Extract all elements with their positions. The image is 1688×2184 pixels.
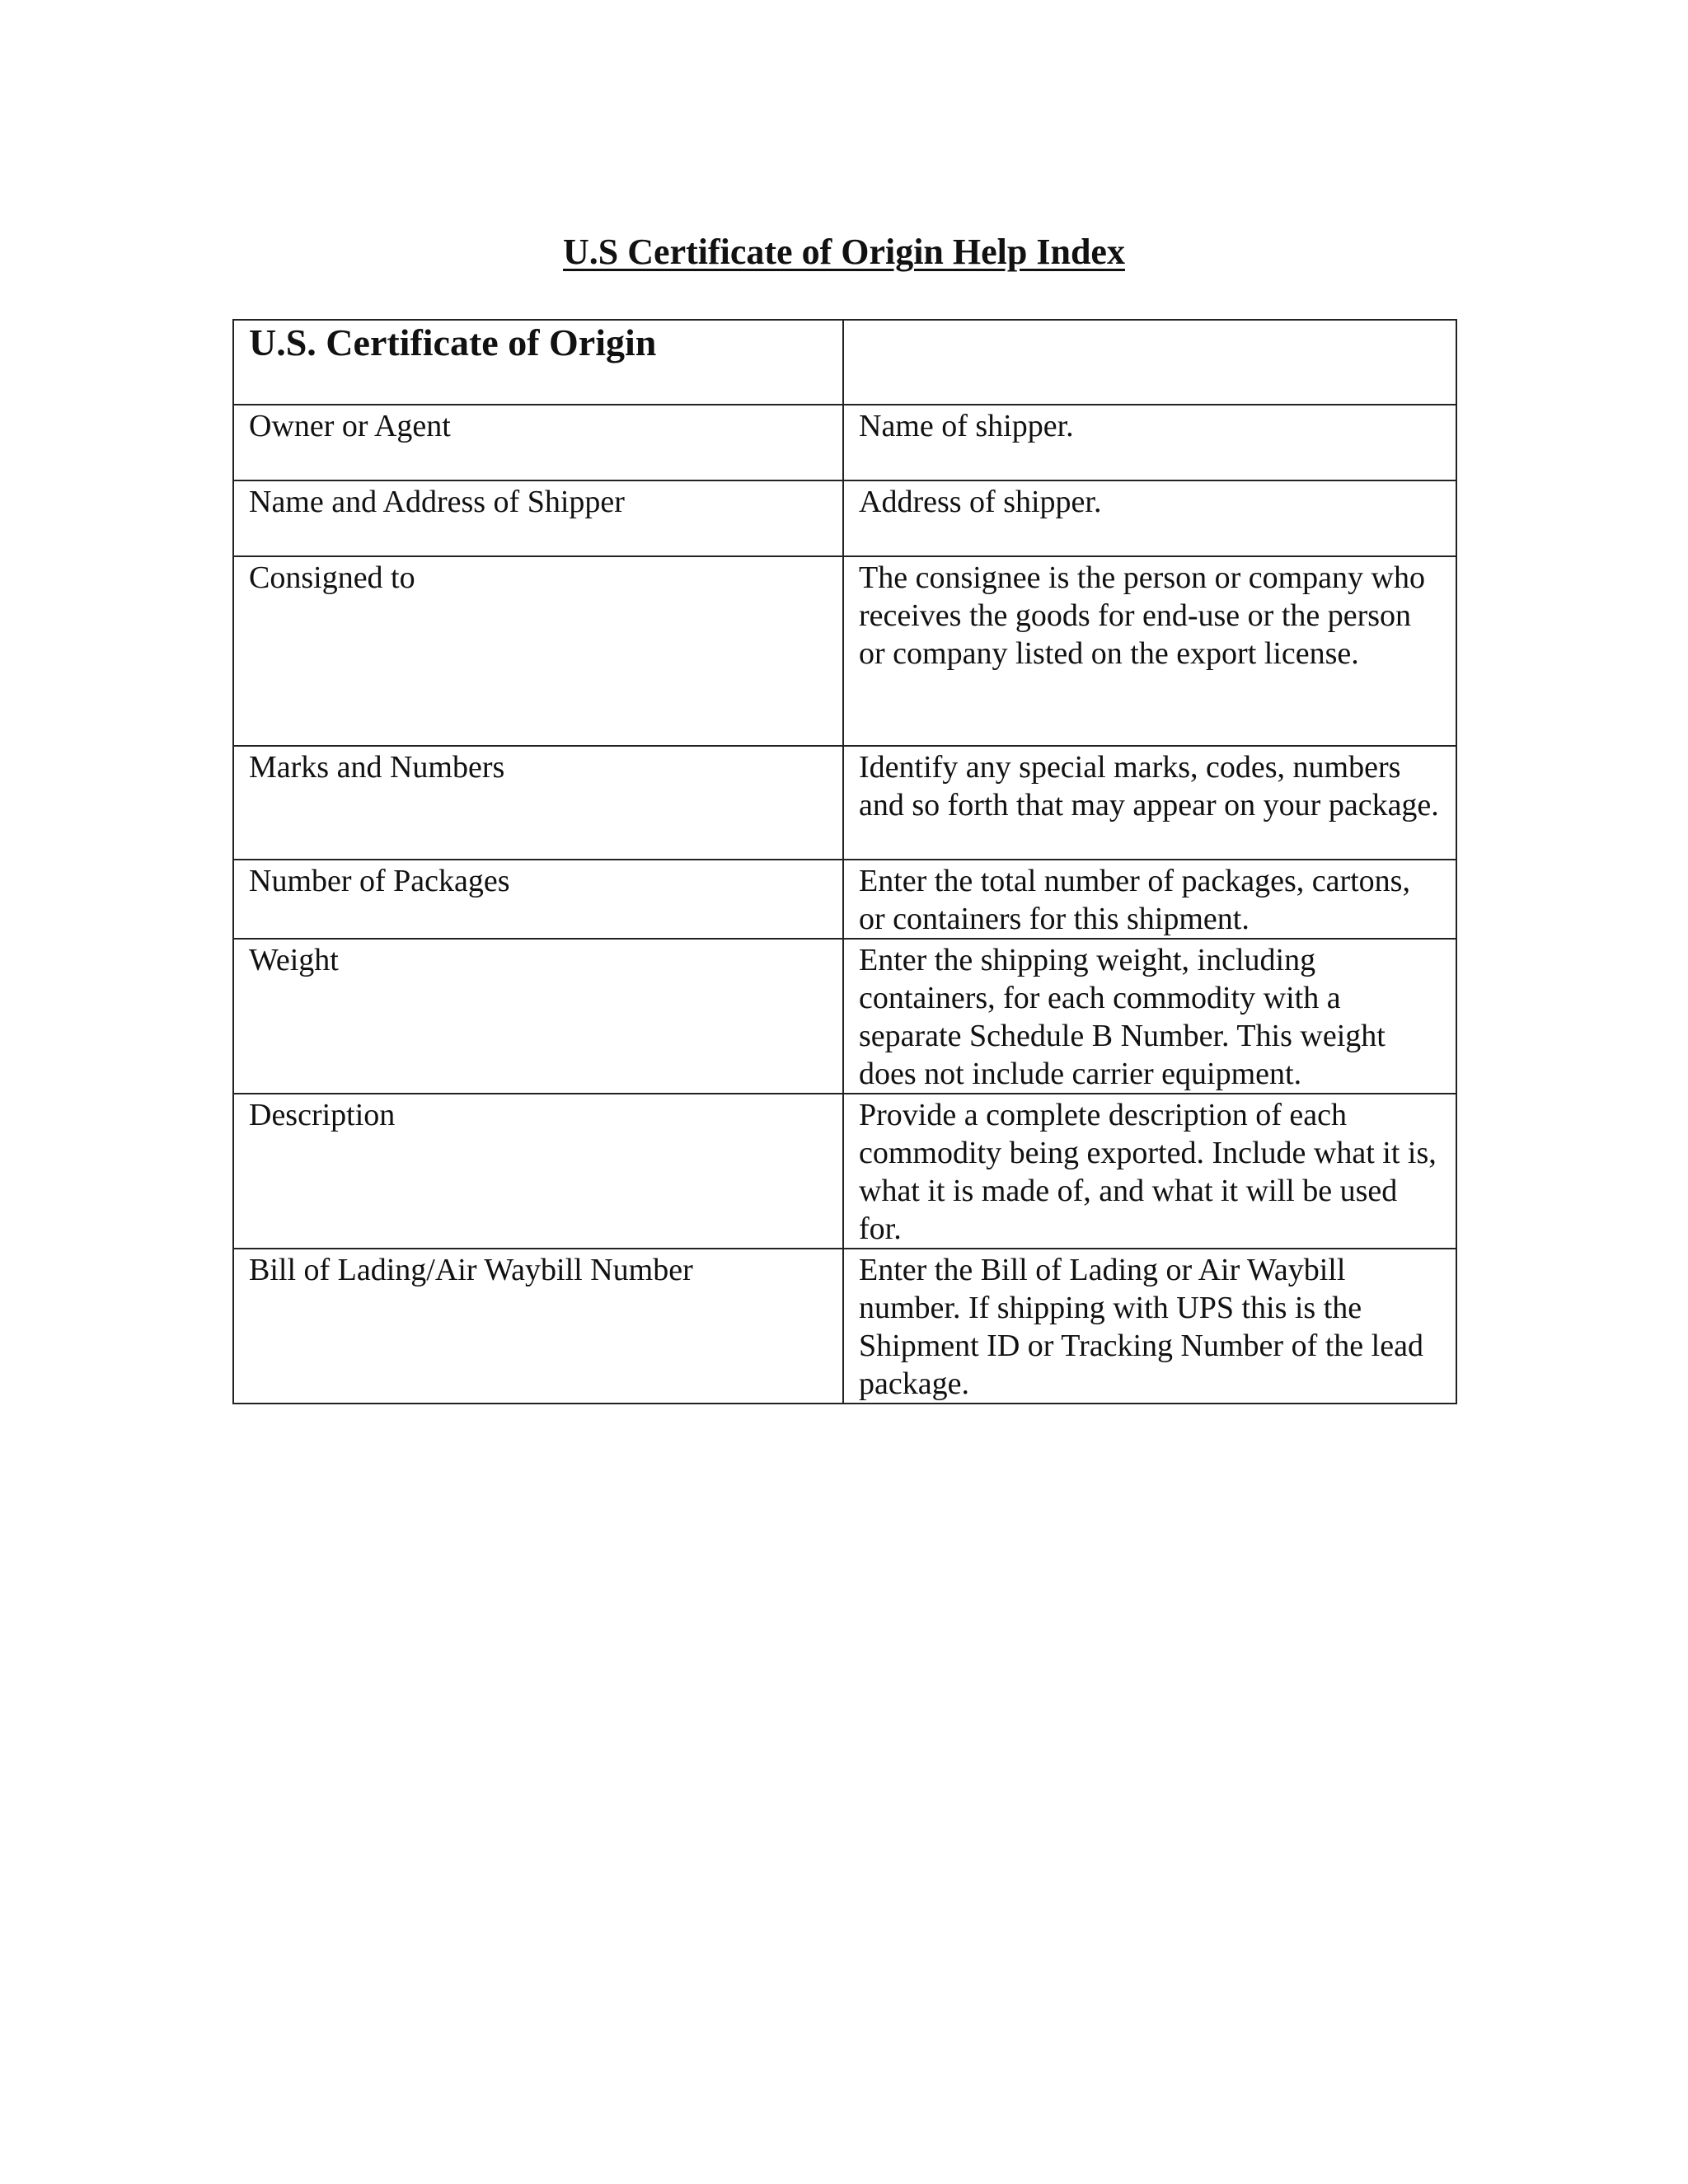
field-help-cell: The consignee is the person or company who receives the goods for end-use or the person or company listed on the export license. xyxy=(843,556,1456,746)
field-name-cell: Name and Address of Shipper xyxy=(233,480,843,556)
field-help-cell: Enter the shipping weight, including containers, for each commodity with a separate Schedule B Number. This weight does not include carrier equipment. xyxy=(843,939,1456,1094)
table-row xyxy=(233,405,1456,480)
field-help-cell: Identify any special marks, codes, numbers and so forth that may appear on your package. xyxy=(843,746,1456,860)
field-name-cell: Owner or Agent xyxy=(233,405,843,480)
page-title: U.S Certificate of Origin Help Index xyxy=(563,232,1125,272)
field-name-cell: Weight xyxy=(233,939,843,1094)
field-help-cell: Enter the Bill of Lading or Air Waybill number. If shipping with UPS this is the Shipment ID or Tracking Number of the lead package. xyxy=(843,1249,1456,1404)
table-row xyxy=(233,480,1456,556)
table-header-title: U.S. Certificate of Origin xyxy=(233,320,843,405)
field-help-cell: Name of shipper. xyxy=(843,405,1456,480)
field-name-cell: Description xyxy=(233,1094,843,1249)
table-header-row xyxy=(233,320,1456,405)
field-name-cell: Bill of Lading/Air Waybill Number xyxy=(233,1249,843,1404)
table-row xyxy=(233,1249,1456,1404)
help-index-table xyxy=(232,319,1457,1404)
field-name-cell: Marks and Numbers xyxy=(233,746,843,860)
table-header-empty-cell xyxy=(843,320,1456,405)
field-help-cell: Provide a complete description of each commodity being exported. Include what it is, what it is made of, and what it will be used for. xyxy=(843,1094,1456,1249)
field-name-cell: Number of Packages xyxy=(233,860,843,939)
field-help-cell: Enter the total number of packages, cartons, or containers for this shipment. xyxy=(843,860,1456,939)
table-row xyxy=(233,556,1456,746)
field-name-cell: Consigned to xyxy=(233,556,843,746)
table-row xyxy=(233,1094,1456,1249)
table-row xyxy=(233,939,1456,1094)
field-help-cell: Address of shipper. xyxy=(843,480,1456,556)
table-row xyxy=(233,746,1456,860)
table-row xyxy=(233,860,1456,939)
